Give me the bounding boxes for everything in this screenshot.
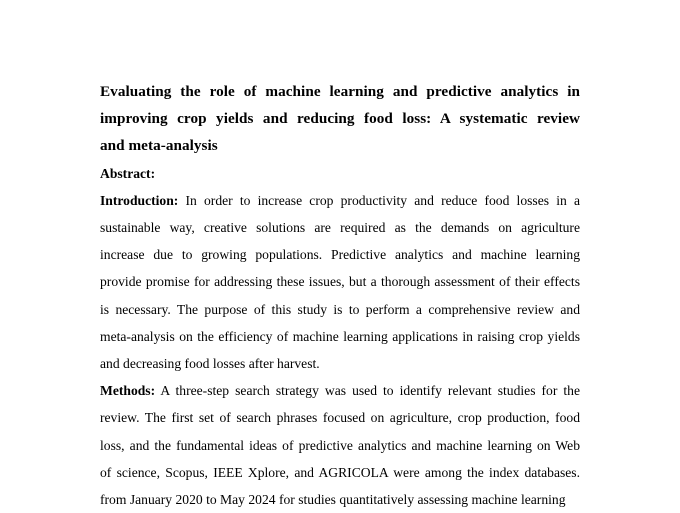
introduction-line-4: provide promise for addressing these issues, but a thorough assessment of their effects (100, 274, 580, 290)
methods-label: Methods: (100, 383, 156, 399)
methods-paragraph (100, 377, 580, 513)
introduction-paragraph (100, 187, 580, 377)
page-title (100, 78, 580, 160)
title-line-1: Evaluating the role of machine learning and predictive analytics in (100, 83, 580, 100)
document-content (100, 78, 580, 513)
methods-line-2: review. The first set of search phrases focused on agriculture, crop production, food (100, 410, 580, 426)
introduction-line-2: sustainable way, creative solutions are required as the demands on agriculture (100, 220, 580, 236)
methods-line-4: of science, Scopus, IEEE Xplore, and AGRICOLA were among the index databases. (100, 464, 580, 480)
methods-line-1-text: A three-step search strategy was used to identify relevant studies for the (160, 383, 580, 399)
title-line-2: improving crop yields and reducing food loss: A systematic review (100, 110, 580, 128)
introduction-line-1-text: In order to increase crop productivity and reduce food losses in a (185, 192, 580, 208)
title-line-3: and meta-analysis (100, 137, 218, 155)
methods-line-3: loss, and the fundamental ideas of predictive analytics and machine learning on Web (100, 437, 580, 453)
introduction-line-5: is necessary. The purpose of this study is to perform a comprehensive review and (100, 301, 580, 317)
methods-line-1 (100, 377, 580, 404)
introduction-line-3: increase due to growing populations. Predictive analytics and machine learning (100, 247, 580, 263)
introduction-label: Introduction: (100, 192, 179, 208)
abstract-heading: Abstract: (100, 165, 156, 181)
introduction-line-7: and decreasing food losses after harvest. (100, 356, 320, 372)
introduction-line-6: meta-analysis on the efficiency of machine learning applications in raising crop yields (100, 328, 580, 344)
introduction-line-1 (100, 187, 580, 214)
methods-line-5: from January 2020 to May 2024 for studies quantitatively assessing machine learning (100, 492, 566, 508)
